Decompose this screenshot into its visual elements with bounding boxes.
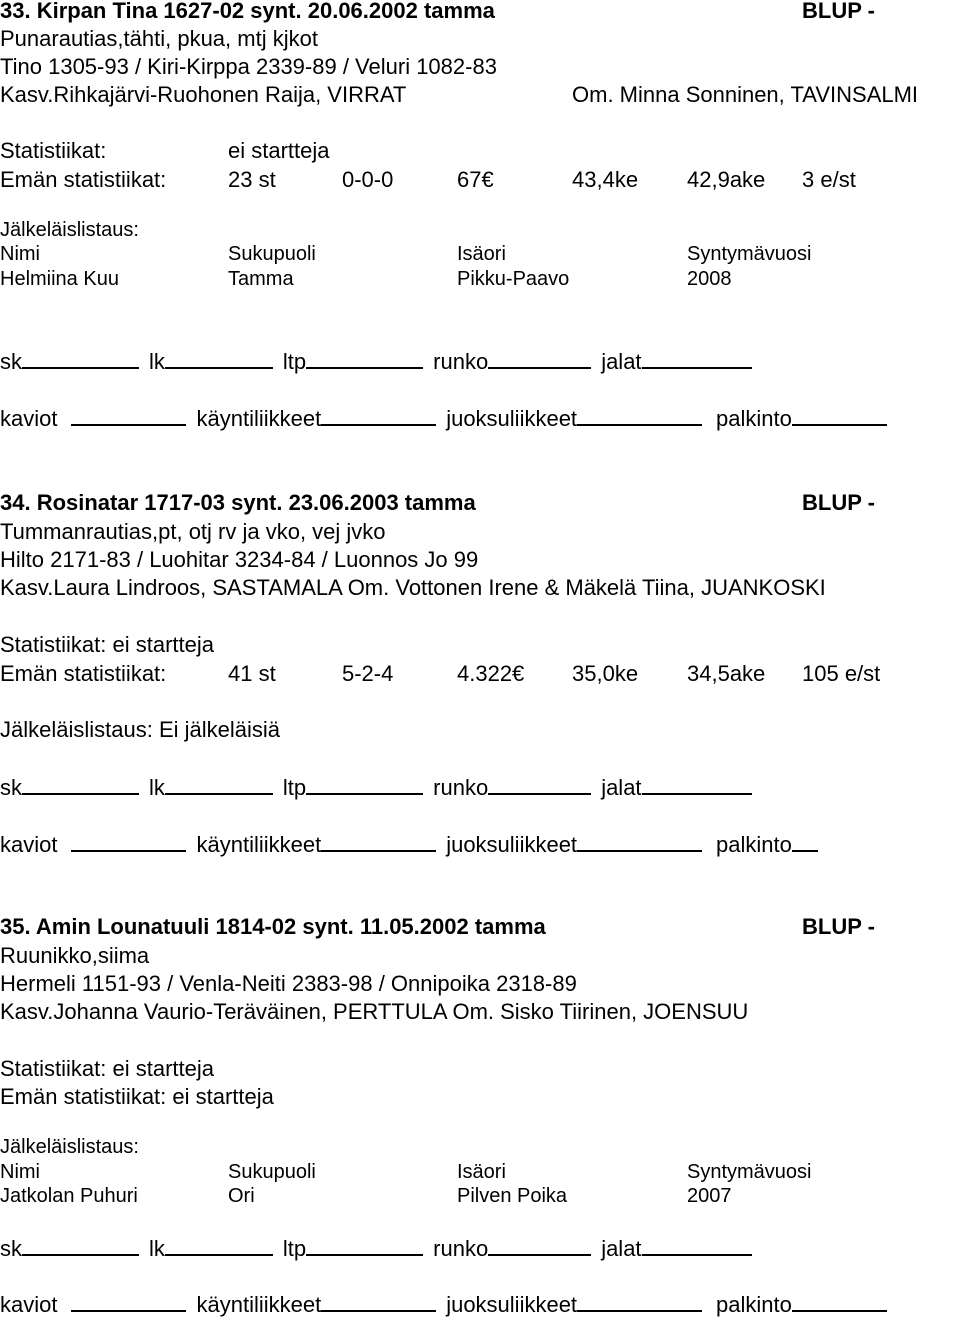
offspring-name: Helmiina Kuu [0,268,119,290]
col-sex: Sukupuoli [228,243,316,265]
dam-starts: 41 st [228,661,276,686]
juoksuliikkeet-label: juoksuliikkeet [446,832,578,857]
pedigree: Hilto 2171-83 / Luohitar 3234-84 / Luonnos Jo 99 [0,547,479,572]
score-line-2 [0,406,897,432]
kayntiliikkeet-label: käyntiliikkeet [196,1292,322,1317]
juoksuliikkeet-field[interactable] [577,1310,702,1312]
dam-ake: 34,5ake [687,661,766,686]
runko-field[interactable] [488,793,591,795]
jalat-label: jalat [601,775,642,800]
palkinto-label: palkinto [716,832,792,857]
lk-field[interactable] [165,1254,273,1256]
dam-places: 5-2-4 [342,661,394,686]
col-sex: Sukupuoli [228,1161,316,1183]
breeder-owner: Kasv.Johanna Vaurio-Teräväinen, PERTTULA Om. Sisko Tiirinen, JOENSUU [0,999,749,1024]
ltp-label: ltp [282,349,307,374]
stats: Statistiikat: ei startteja [0,1056,214,1081]
score-line-2 [0,832,828,858]
entry-header: 34. Rosinatar 1717-03 synt. 23.06.2003 tamma [0,490,476,515]
blup-label: BLUP - [802,0,875,23]
dam-ake: 42,9ake [687,167,766,192]
jalat-field[interactable] [642,1254,752,1256]
sk-field[interactable] [22,793,139,795]
offspring-year: 2007 [687,1185,732,1207]
col-sire: Isäori [457,243,506,265]
blup-label: BLUP - [802,914,875,939]
runko-label: runko [433,349,489,374]
offspring-listing: Jälkeläislistaus: Ei jälkeläisiä [0,717,281,742]
dam-earnings: 67€ [457,167,494,192]
kaviot-label: kaviot [0,1292,58,1317]
dam-places: 0-0-0 [342,167,394,192]
offspring-sire: Pilven Poika [457,1185,568,1207]
offspring-sex: Tamma [228,268,294,290]
palkinto-field[interactable] [792,850,818,852]
dam-ke: 35,0ke [572,661,639,686]
jalat-label: jalat [601,1236,642,1261]
col-year: Syntymävuosi [687,1161,812,1183]
runko-label: runko [433,775,489,800]
kaviot-label: kaviot [0,832,58,857]
stats-label: Statistiikat: [0,138,107,163]
dam-starts: 23 st [228,167,276,192]
stats-value: ei startteja [228,138,330,163]
sk-label: sk [0,775,22,800]
sk-field[interactable] [22,1254,139,1256]
dam-earnings: 4.322€ [457,661,525,686]
runko-field[interactable] [488,367,591,369]
lk-field[interactable] [165,367,273,369]
breeder: Kasv.Rihkajärvi-Ruohonen Raija, VIRRAT [0,82,407,107]
color-description: Tummanrautias,pt, otj rv ja vko, vej jvko [0,519,386,544]
kayntiliikkeet-label: käyntiliikkeet [196,832,322,857]
score-line-1 [0,1236,762,1262]
col-sire: Isäori [457,1161,506,1183]
runko-field[interactable] [488,1254,591,1256]
stats: Statistiikat: ei startteja [0,632,214,657]
juoksuliikkeet-field[interactable] [577,850,702,852]
breeder-owner: Kasv.Laura Lindroos, SASTAMALA Om. Vottonen Irene & Mäkelä Tiina, JUANKOSKI [0,575,826,600]
score-line-2 [0,1292,897,1318]
kayntiliikkeet-field[interactable] [321,1310,436,1312]
lk-label: lk [149,1236,165,1261]
jalat-label: jalat [601,349,642,374]
kaviot-field[interactable] [71,1310,186,1312]
runko-label: runko [433,1236,489,1261]
kaviot-field[interactable] [71,850,186,852]
pedigree: Hermeli 1151-93 / Venla-Neiti 2383-98 / Onnipoika 2318-89 [0,971,577,996]
offspring-label: Jälkeläislistaus: [0,1136,139,1158]
ltp-field[interactable] [306,793,423,795]
blup-label: BLUP - [802,490,875,515]
dam-ke: 43,4ke [572,167,639,192]
sk-label: sk [0,349,22,374]
dam-per-start: 105 e/st [802,661,881,686]
owner: Om. Minna Sonninen, TAVINSALMI [572,82,919,107]
entry-header: 33. Kirpan Tina 1627-02 synt. 20.06.2002 tamma [0,0,495,23]
ltp-field[interactable] [306,367,423,369]
juoksuliikkeet-field[interactable] [577,424,702,426]
dam-stats: Emän statistiikat: ei startteja [0,1084,274,1109]
color-description: Punarautias,tähti, pkua, mtj kjkot [0,26,318,51]
sk-field[interactable] [22,367,139,369]
ltp-field[interactable] [306,1254,423,1256]
col-name: Nimi [0,243,40,265]
score-line-1 [0,349,762,375]
kayntiliikkeet-label: käyntiliikkeet [196,406,322,431]
juoksuliikkeet-label: juoksuliikkeet [446,406,578,431]
col-year: Syntymävuosi [687,243,812,265]
pedigree: Tino 1305-93 / Kiri-Kirppa 2339-89 / Veluri 1082-83 [0,54,497,79]
juoksuliikkeet-label: juoksuliikkeet [446,1292,578,1317]
lk-label: lk [149,775,165,800]
ltp-label: ltp [282,1236,307,1261]
score-line-1 [0,775,762,801]
lk-field[interactable] [165,793,273,795]
jalat-field[interactable] [642,793,752,795]
ltp-label: ltp [282,775,307,800]
dam-per-start: 3 e/st [802,167,856,192]
kayntiliikkeet-field[interactable] [321,850,436,852]
offspring-sire: Pikku-Paavo [457,268,570,290]
dam-stats-label: Emän statistiikat: [0,661,167,686]
kayntiliikkeet-field[interactable] [321,424,436,426]
color-description: Ruunikko,siima [0,943,150,968]
palkinto-field[interactable] [792,424,887,426]
lk-label: lk [149,349,165,374]
entry-header: 35. Amin Lounatuuli 1814-02 synt. 11.05.2002 tamma [0,914,546,939]
offspring-name: Jatkolan Puhuri [0,1185,138,1207]
palkinto-field[interactable] [792,1310,887,1312]
palkinto-label: palkinto [716,1292,792,1317]
jalat-field[interactable] [642,367,752,369]
col-name: Nimi [0,1161,40,1183]
kaviot-label: kaviot [0,406,58,431]
offspring-label: Jälkeläislistaus: [0,219,139,241]
palkinto-label: palkinto [716,406,792,431]
sk-label: sk [0,1236,22,1261]
dam-stats-label: Emän statistiikat: [0,167,167,192]
offspring-sex: Ori [228,1185,255,1207]
kaviot-field[interactable] [71,424,186,426]
offspring-year: 2008 [687,268,732,290]
